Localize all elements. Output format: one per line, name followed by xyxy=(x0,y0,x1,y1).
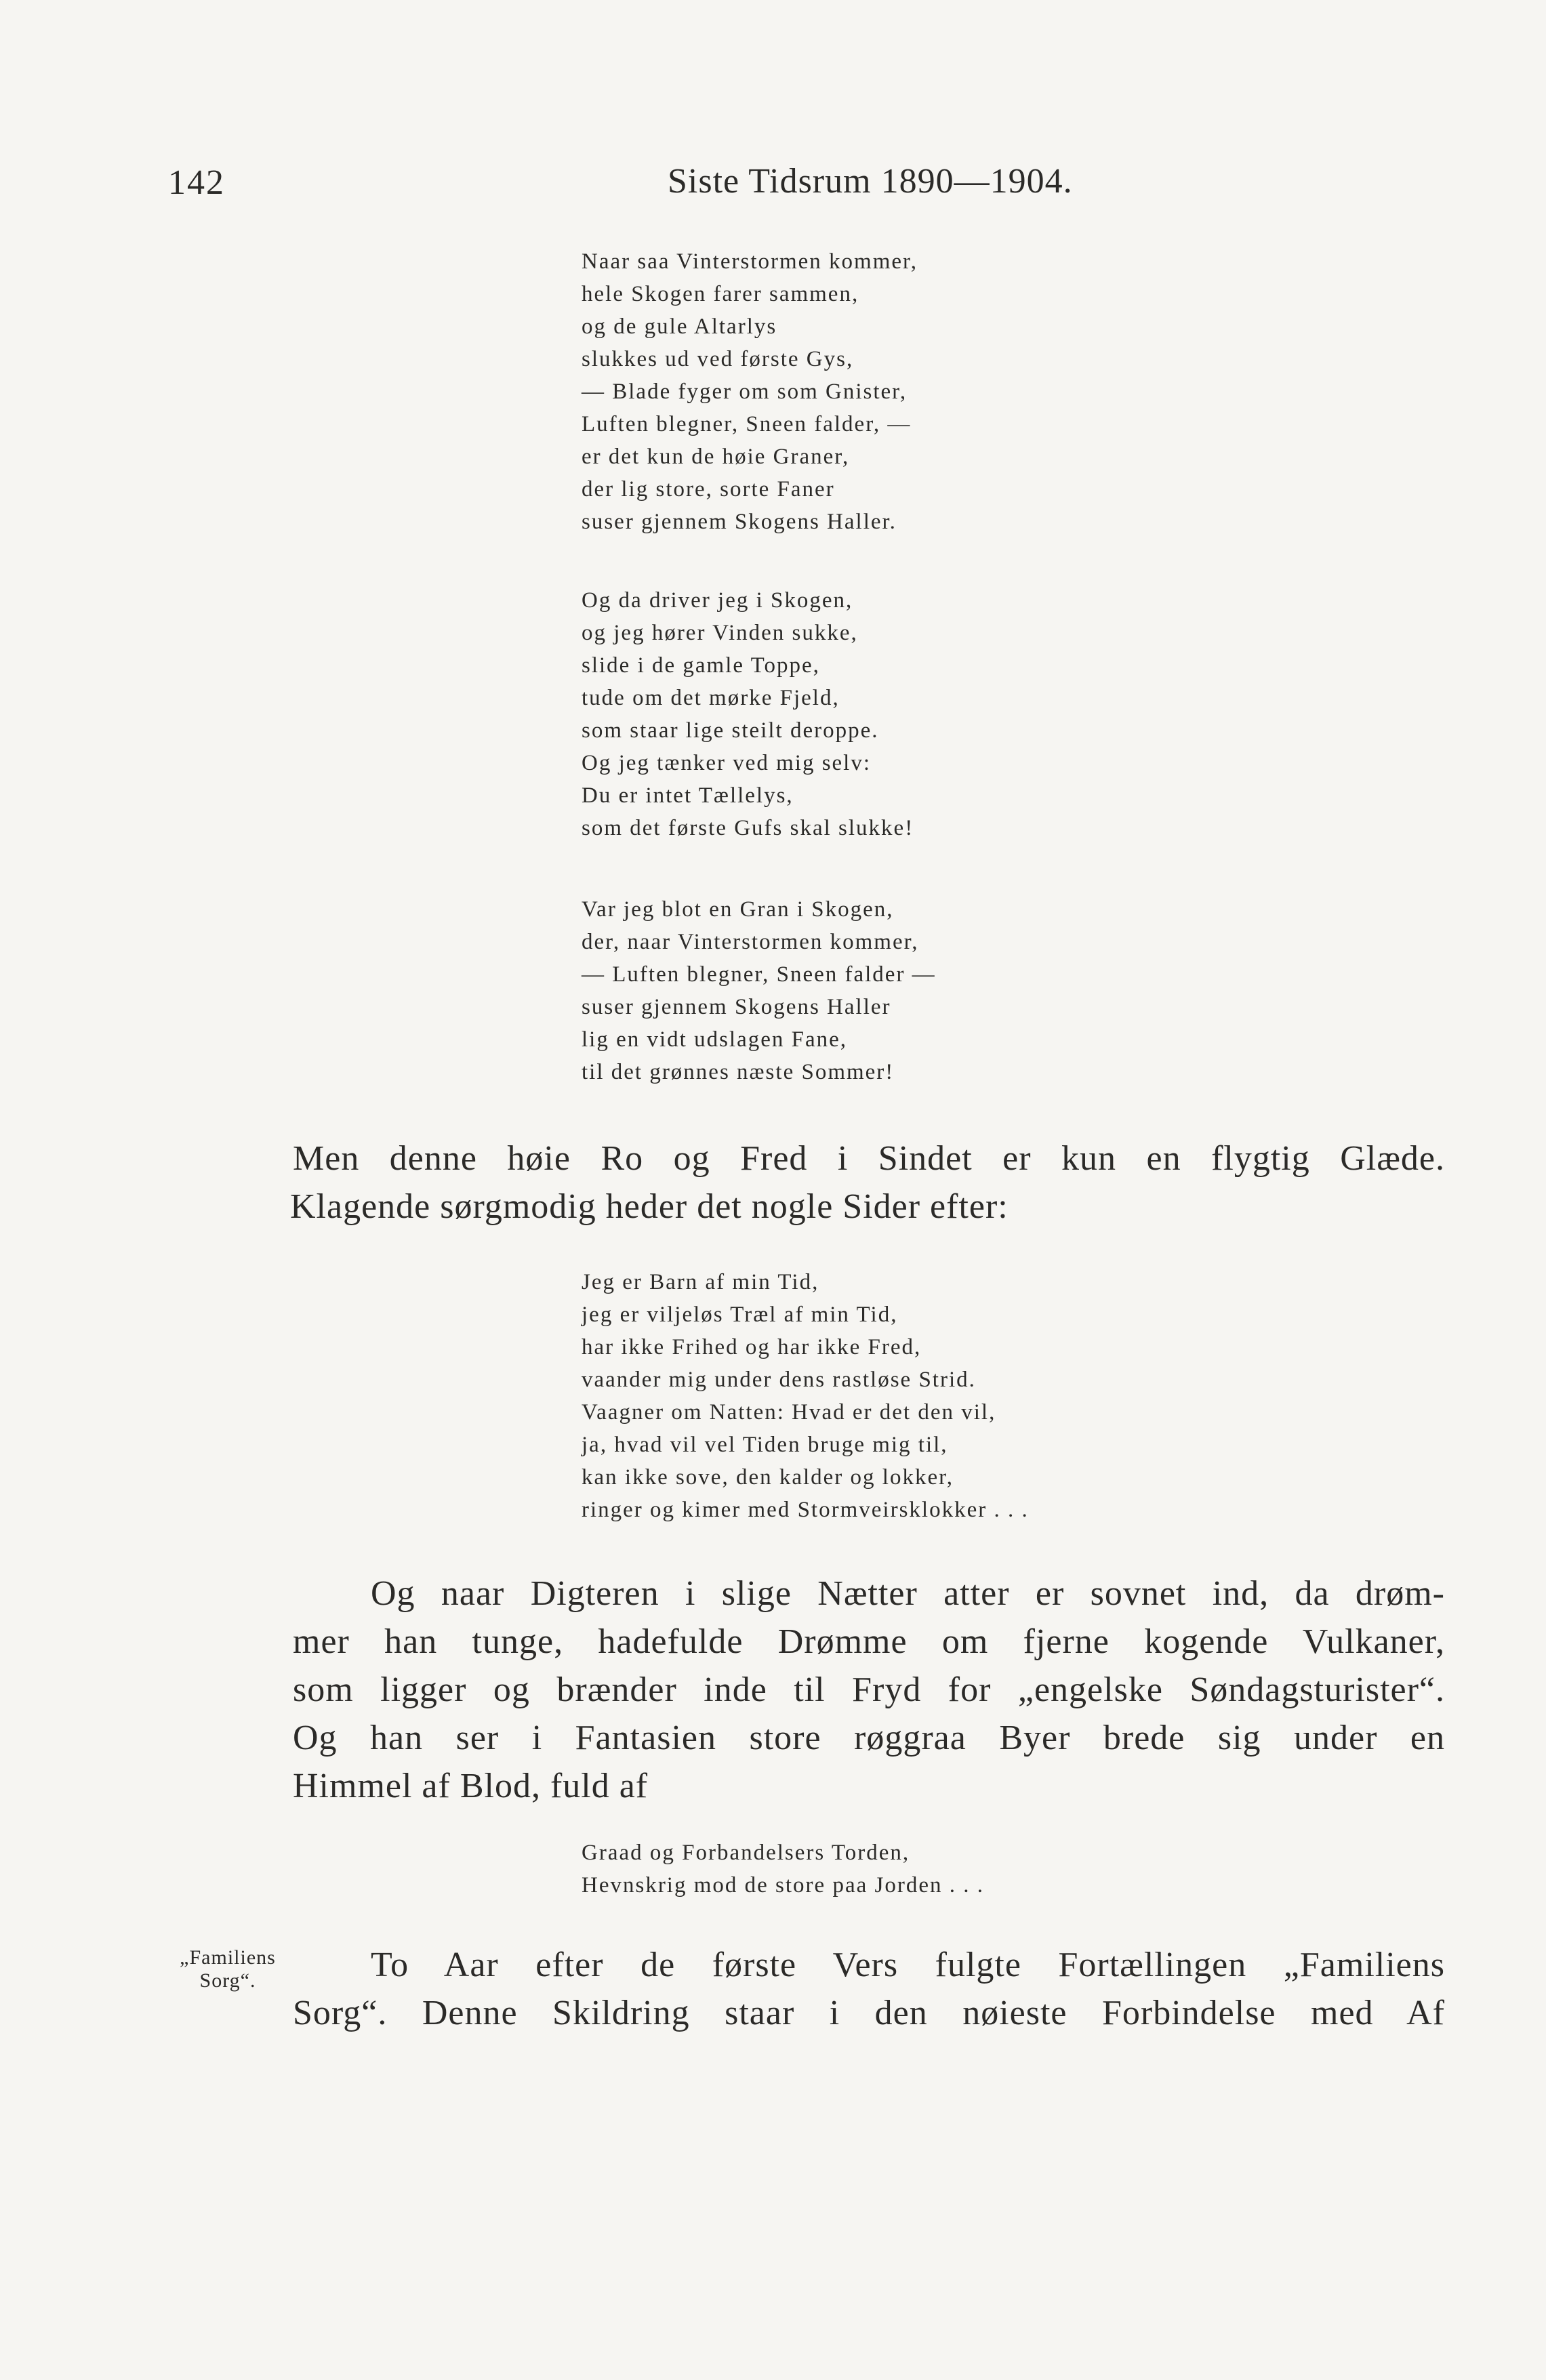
prose-line: som ligger og brænder inde til Fryd for „engelske Søndagsturister“. xyxy=(293,1670,1445,1709)
prose-line: Himmel af Blod, fuld af xyxy=(293,1767,649,1805)
poem-line: Naar saa Vinterstormen kommer, xyxy=(582,249,918,274)
poem-line: suser gjennem Skogens Haller. xyxy=(582,510,897,534)
prose-paragraph-3 xyxy=(293,1941,1445,2037)
prose-line: Og naar Digteren i slige Nætter atter er sovnet ind, da drøm- xyxy=(371,1574,1445,1613)
poem-line: jeg er viljeløs Træl af min Tid, xyxy=(582,1302,898,1327)
poem-line: lig en vidt udslagen Fane, xyxy=(582,1027,848,1052)
running-title: Siste Tidsrum 1890—1904. xyxy=(668,162,1073,201)
poem-line: Graad og Forbandelsers Torden, xyxy=(582,1841,910,1865)
poem-line: og jeg hører Vinden sukke, xyxy=(582,621,858,645)
poem-stanza-5 xyxy=(582,1837,984,1902)
poem-line: — Blade fyger om som Gnister, xyxy=(582,379,908,404)
poem-line: Og da driver jeg i Skogen, xyxy=(582,588,853,613)
poem-line: Var jeg blot en Gran i Skogen, xyxy=(582,897,894,922)
poem-line: som staar lige steilt deroppe. xyxy=(582,718,879,743)
poem-line: og de gule Altarlys xyxy=(582,314,777,339)
poem-stanza-2 xyxy=(582,584,914,844)
poem-line: suser gjennem Skogens Haller xyxy=(582,995,891,1019)
page-number: 142 xyxy=(168,163,225,202)
poem-line: til det grønnes næste Sommer! xyxy=(582,1060,895,1084)
poem-stanza-1 xyxy=(582,245,918,538)
prose-line: mer han tunge, hadefulde Drømme om fjerne kogende Vulkaner, xyxy=(293,1622,1445,1661)
poem-line: — Luften blegner, Sneen falder — xyxy=(582,962,936,987)
poem-line: Luften blegner, Sneen falder, — xyxy=(582,412,912,436)
marginal-note xyxy=(160,1946,296,1992)
poem-stanza-3 xyxy=(582,893,936,1088)
prose-line: To Aar efter de første Vers fulgte Fortællingen „Familiens xyxy=(371,1946,1445,1984)
poem-line: Du er intet Tællelys, xyxy=(582,783,794,808)
marginal-note-line: Sorg“. xyxy=(199,1969,256,1992)
poem-line: Og jeg tænker ved mig selv: xyxy=(582,751,872,775)
prose-line: Sorg“. Denne Skildring staar i den nøieste Forbindelse med Af xyxy=(293,1994,1445,2032)
poem-line: Jeg er Barn af min Tid, xyxy=(582,1270,819,1294)
poem-line: slide i de gamle Toppe, xyxy=(582,653,820,678)
poem-stanza-4 xyxy=(582,1266,1029,1526)
poem-line: ringer og kimer med Stormveirsklokker . . . xyxy=(582,1498,1029,1522)
poem-line: vaander mig under dens rastløse Strid. xyxy=(582,1368,976,1392)
poem-line: tude om det mørke Fjeld, xyxy=(582,686,840,710)
poem-line: der lig store, sorte Faner xyxy=(582,477,835,501)
poem-line: Hevnskrig mod de store paa Jorden . . . xyxy=(582,1873,984,1897)
prose-line: Og han ser i Fantasien store røggraa Byer brede sig under en xyxy=(293,1719,1445,1757)
prose-line: Men denne høie Ro og Fred i Sindet er kun en flygtig Glæde. xyxy=(293,1139,1445,1178)
poem-line: ja, hvad vil vel Tiden bruge mig til, xyxy=(582,1433,948,1457)
prose-paragraph-1 xyxy=(290,1134,1445,1231)
poem-line: der, naar Vinterstormen kommer, xyxy=(582,930,919,954)
marginal-note-line: „Familiens xyxy=(180,1946,276,1969)
poem-line: slukkes ud ved første Gys, xyxy=(582,347,854,371)
prose-paragraph-2 xyxy=(293,1569,1445,1810)
poem-line: Vaagner om Natten: Hvad er det den vil, xyxy=(582,1400,996,1424)
poem-line: som det første Gufs skal slukke! xyxy=(582,816,914,840)
poem-line: kan ikke sove, den kalder og lokker, xyxy=(582,1465,954,1490)
prose-line: Klagende sørgmodig heder det nogle Sider efter: xyxy=(290,1187,1009,1226)
poem-line: har ikke Frihed og har ikke Fred, xyxy=(582,1335,922,1359)
poem-line: er det kun de høie Graner, xyxy=(582,445,850,469)
poem-line: hele Skogen farer sammen, xyxy=(582,282,859,306)
